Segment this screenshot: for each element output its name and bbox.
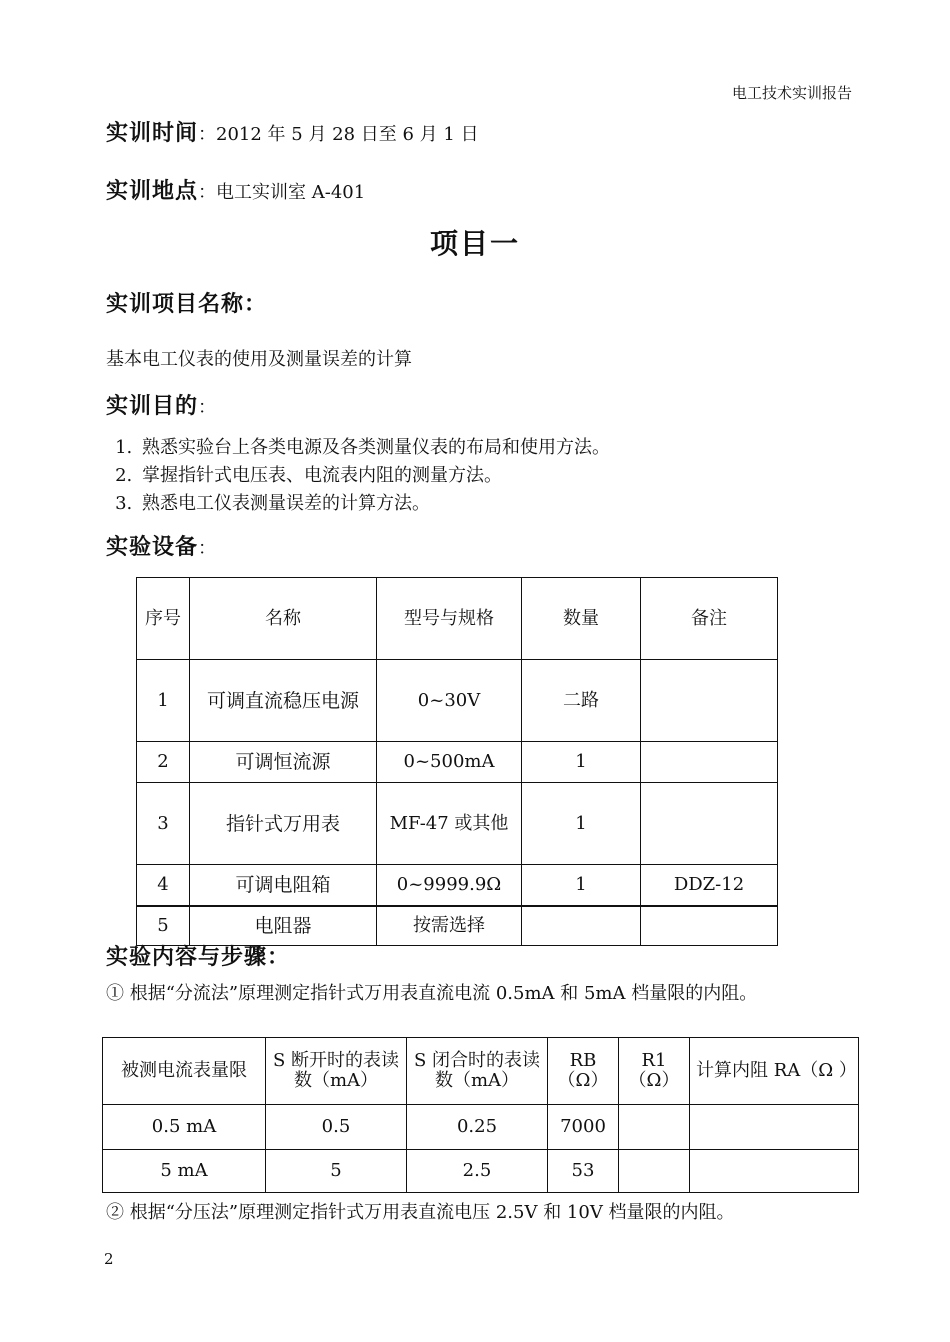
table-cell: 0.25 <box>407 1105 548 1150</box>
time-label: 实训时间 <box>106 121 199 146</box>
goal-item: 3. 熟悉电工仪表测量误差的计算方法。 <box>138 490 610 518</box>
table-cell <box>641 783 778 865</box>
table-cell: 53 <box>548 1150 619 1193</box>
header-cell-note: 备注 <box>641 578 778 660</box>
header-cell-index: 序号 <box>137 578 190 660</box>
step-1-text: ① 根据“分流法”原理测定指针式万用表直流电流 0.5mA 和 5mA 档量限的内阻。 <box>106 983 758 1004</box>
table-cell <box>619 1150 690 1193</box>
step-2-text: ② 根据“分压法”原理测定指针式万用表直流电压 2.5V 和 10V 档量限的内阻。 <box>106 1202 735 1223</box>
table-cell <box>522 906 641 946</box>
table-cell: 7000 <box>548 1105 619 1150</box>
header-cell-closed-reading: S 闭合时的表读数（mA） <box>407 1038 548 1105</box>
table-cell: 可调电阻箱 <box>190 865 377 906</box>
goal-list <box>106 434 610 518</box>
header-cell-r1: R1（Ω） <box>619 1038 690 1105</box>
table-cell: 2.5 <box>407 1150 548 1193</box>
measurement-table <box>102 1037 859 1193</box>
training-place-line <box>106 174 365 205</box>
place-value: 电工实训室 A-401 <box>216 182 366 203</box>
table-header-row <box>137 578 778 660</box>
table-cell <box>641 906 778 946</box>
table-cell: 1 <box>522 783 641 865</box>
table-cell: 1 <box>522 865 641 906</box>
table-row <box>103 1105 859 1150</box>
page-number: 2 <box>104 1250 114 1268</box>
table-row <box>137 865 778 906</box>
header-cell-name: 名称 <box>190 578 377 660</box>
table-cell: 0~500mA <box>377 742 522 783</box>
goal-item: 2. 掌握指针式电压表、电流表内阻的测量方法。 <box>138 462 610 490</box>
table-cell: 5 <box>137 906 190 946</box>
project-name-text: 基本电工仪表的使用及测量误差的计算 <box>106 349 412 370</box>
table-cell: 按需选择 <box>377 906 522 946</box>
table-row <box>137 660 778 742</box>
time-value: 2012 年 5 月 28 日至 6 月 1 日 <box>216 124 479 145</box>
table-cell: 5 <box>266 1150 407 1193</box>
table-cell: 1 <box>522 742 641 783</box>
equip-heading-line <box>106 530 216 561</box>
header-cell-model: 型号与规格 <box>377 578 522 660</box>
table-cell <box>641 660 778 742</box>
table-cell <box>619 1105 690 1150</box>
table-cell: MF-47 或其他 <box>377 783 522 865</box>
table-cell: 0.5 <box>266 1105 407 1150</box>
table-row <box>137 783 778 865</box>
running-header: 电工技术实训报告 <box>731 84 852 102</box>
table-row <box>103 1150 859 1193</box>
header-cell-ra: 计算内阻 RA（Ω ） <box>690 1038 859 1105</box>
table-cell: 0~30V <box>377 660 522 742</box>
header-cell-rb: RB（Ω） <box>548 1038 619 1105</box>
equipment-table <box>136 577 778 946</box>
equip-colon: ： <box>198 538 217 559</box>
table-cell <box>690 1150 859 1193</box>
goal-item: 1. 熟悉实验台上各类电源及各类测量仪表的布局和使用方法。 <box>138 434 610 462</box>
goal-colon: ： <box>198 397 217 418</box>
header-cell-quantity: 数量 <box>522 578 641 660</box>
table-cell <box>690 1105 859 1150</box>
table-cell: 二路 <box>522 660 641 742</box>
training-time-line <box>106 116 479 147</box>
table-cell: 电阻器 <box>190 906 377 946</box>
table-cell: 0~9999.9Ω <box>377 865 522 906</box>
place-colon: ： <box>198 182 217 203</box>
header-cell-open-reading: S 断开时的表读数（mA） <box>266 1038 407 1105</box>
table-cell: DDZ-12 <box>641 865 778 906</box>
table-cell: 0.5 mA <box>103 1105 266 1150</box>
table-cell <box>641 742 778 783</box>
table-cell: 指针式万用表 <box>190 783 377 865</box>
project-title: 项目一 <box>429 227 520 260</box>
goal-heading-line <box>106 389 216 420</box>
place-label: 实训地点 <box>106 179 199 204</box>
table-row <box>137 742 778 783</box>
header-cell-range: 被测电流表量限 <box>103 1038 266 1105</box>
table-cell: 1 <box>137 660 190 742</box>
table-cell: 可调恒流源 <box>190 742 377 783</box>
table-cell: 5 mA <box>103 1150 266 1193</box>
table-header-row <box>103 1038 859 1105</box>
project-name-heading: 实训项目名称： <box>106 292 268 317</box>
equip-heading: 实验设备 <box>106 535 199 560</box>
goal-heading: 实训目的 <box>106 394 199 419</box>
time-colon: ： <box>198 124 217 145</box>
content-heading: 实验内容与步骤： <box>106 945 291 970</box>
table-cell: 3 <box>137 783 190 865</box>
table-cell: 4 <box>137 865 190 906</box>
table-cell: 2 <box>137 742 190 783</box>
table-cell: 可调直流稳压电源 <box>190 660 377 742</box>
